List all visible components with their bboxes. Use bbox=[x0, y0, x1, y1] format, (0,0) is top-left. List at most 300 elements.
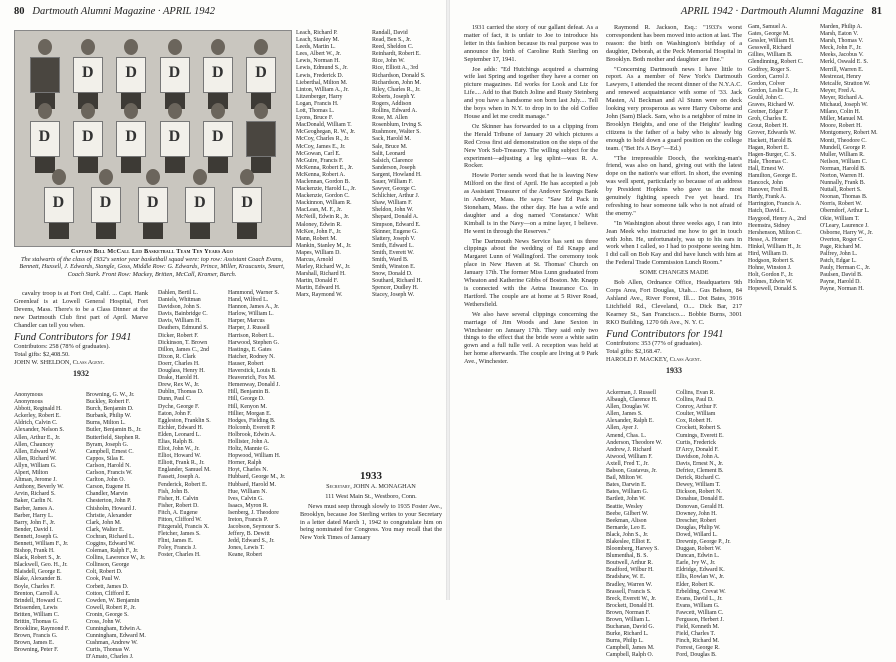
contributor-name: Byram, Joseph G. bbox=[86, 441, 129, 448]
contributor-name: Eggleston, Franklin S. bbox=[158, 417, 211, 424]
contributor-name: Corbett, James D. bbox=[86, 583, 129, 590]
contributor-name: Rice, John W. bbox=[372, 58, 405, 65]
right-header-title: APRIL 1942 · Dartmouth Alumni Magazine bbox=[680, 6, 864, 17]
contributor-name: Baker, Carlin N. bbox=[14, 498, 53, 505]
contributor-name: Ackerman, J. Russell bbox=[606, 390, 657, 396]
contributor-name: Carlson, Francis W. bbox=[86, 470, 133, 477]
contributor-name: Michaud, Joseph W. bbox=[820, 102, 868, 109]
contributor-name: Rosenblum, Irving S. bbox=[372, 122, 423, 129]
contributor-name: Montgomery, Robert M. bbox=[820, 130, 878, 137]
contributor-name: Allen, Douglas W. bbox=[606, 404, 650, 411]
contributor-name: Horner, Ralph bbox=[228, 460, 262, 467]
contributor-name: Drew, Rex W., Jr. bbox=[158, 382, 200, 389]
contributor-name: Keane, Robert bbox=[228, 552, 263, 559]
contributor-name: Hammond, Warner S. bbox=[228, 290, 280, 296]
contributor-name: Davidson, John A. bbox=[676, 453, 720, 460]
contributor-name: Cunningham, Edwin A. bbox=[86, 626, 142, 633]
contributor-name: Randall, David bbox=[372, 30, 408, 36]
contributor-name: Alpert, Milton bbox=[14, 470, 49, 477]
contributor-name: Conroy, Arthur F. bbox=[676, 404, 718, 411]
contributor-name: Bishop, Frank H. bbox=[14, 548, 55, 555]
news-paragraph: "Concerning Dartmouth news I have little to report. As a member of New York's Dartmouth Lawyers, I attended the recent dinner of the N.Y.A.C. and renewed acquaintance with some of '33. Jack Masten, Al Beckman and Al Stunn were on deck looking very prosperous as were Harry Osborne and John (Sam) Black. Sam, who is a neighbor of mine in Brooklyn Heights, and one of the Heights' leading citizens is the father of a baby who is already big enough to hold down a guard position on the college team. ("Bet It's A Boy"—Ed.) bbox=[606, 65, 742, 152]
contributor-name: D'Arcy, Donald F. bbox=[676, 446, 719, 453]
contributor-name: Anderson, Theodore W. bbox=[606, 439, 663, 446]
contributor-name: Lyons, Bruce F. bbox=[296, 115, 334, 122]
contributor-name: Hodges, Fielding B. bbox=[228, 417, 276, 424]
contributor-name: Hanover, Fred B. bbox=[748, 187, 789, 194]
contributor-name: Harper, J. Russell bbox=[228, 325, 270, 332]
contributor-name: Riley, Charles R., Jr. bbox=[372, 86, 421, 93]
contributor-name: Bradley, Warren W. bbox=[606, 581, 653, 588]
contributor-name: Dickson, Robert N. bbox=[676, 489, 722, 496]
contributor-name: Finch, Richard M. bbox=[676, 638, 720, 645]
contributor-name: Mapes, William D. bbox=[296, 249, 341, 256]
player-figure bbox=[232, 169, 262, 241]
contributor-name: Earle, Ivy W., Jr. bbox=[676, 560, 716, 567]
contributor-name: Hauser, Robert bbox=[228, 360, 264, 367]
contributor-name: Dewey, William T. bbox=[676, 482, 721, 489]
contributor-name: Chandler, Marvin bbox=[86, 491, 128, 498]
contributor-name: Bail, Milton W. bbox=[606, 475, 643, 482]
contributor-name: Blackwell, Geo. H., Jr. bbox=[14, 562, 68, 569]
contributor-name: Brissenden, Lewis bbox=[14, 604, 58, 611]
contributor-name: Smith, Edward L. bbox=[372, 242, 414, 249]
photo-middle-row bbox=[23, 103, 283, 175]
contributor-name: Aldrich, Calvin C. bbox=[14, 420, 58, 427]
contributor-name: D'Amato, Charles J. bbox=[86, 654, 134, 661]
class-1933-block bbox=[300, 470, 442, 544]
contributor-name: Haygood, Henry A., 2nd bbox=[748, 215, 806, 222]
contributor-name: Dickinson, T. Brown bbox=[158, 339, 208, 346]
contributor-name: Donahue, Donald E. bbox=[676, 496, 725, 503]
contributor-name: Leeds, Martin L. bbox=[296, 44, 336, 51]
left-names-column-d bbox=[228, 290, 298, 560]
contributor-name: Bender, David I. bbox=[14, 526, 54, 533]
contributor-name: Gordon, Leslie C., Jr. bbox=[748, 87, 799, 94]
right-names-column-d bbox=[820, 24, 890, 294]
news-paragraph: Raymond R. Jackson, Esq.: "1933's worst correspondent has been moved into action at last. The reason: the birth on Washington's birthday of a daughter, Deborah, at the Peck Memorial Hospital in Brooklyn. Both mother and daughter are fine." bbox=[606, 24, 742, 63]
contributor-name: Roberts, Joseph Y. bbox=[372, 93, 416, 100]
contributor-name: Hagan, Robert E. bbox=[748, 144, 789, 151]
player-figure bbox=[160, 103, 190, 175]
contributor-name: Richardson, Donald S. bbox=[372, 72, 426, 79]
player-figure bbox=[73, 103, 103, 175]
contributor-name: Carlson, Harold N. bbox=[86, 462, 131, 469]
contributor-name: Meck, John F., Jr. bbox=[820, 45, 862, 52]
contributor-name: Gam, Samuel A. bbox=[748, 24, 787, 30]
contributor-name: Merkl, Oswald E. S. bbox=[820, 59, 869, 66]
contributor-name: Martin, Donald F. bbox=[296, 278, 339, 285]
contributor-name: Lees, Albert W., Jr. bbox=[296, 51, 341, 58]
player-figure bbox=[44, 169, 74, 241]
right-names-column-c bbox=[748, 24, 816, 294]
contributor-name: Hohne, Winston J. bbox=[748, 265, 792, 272]
contributor-name: Monti, Theodore C. bbox=[820, 137, 867, 144]
contributor-name: Buckley, Robert F. bbox=[86, 399, 130, 406]
player-figure bbox=[246, 103, 276, 175]
contributor-name: Sawyer, George C. bbox=[372, 186, 417, 193]
contributor-name: Lewis, Norman H. bbox=[296, 58, 340, 65]
contributor-name: Hill, Benjamin B. bbox=[228, 389, 270, 396]
contributor-name: Shepard, Donald A. bbox=[372, 214, 419, 221]
contributor-name: Campbell, Ralph O. bbox=[606, 652, 654, 659]
contributor-name: Ireton, Francis P. bbox=[228, 517, 268, 523]
contributor-name: Salit, Leonard bbox=[372, 150, 406, 157]
contributor-name: Hatch, David L. bbox=[748, 208, 786, 215]
contributor-name: Neilson, William C. bbox=[820, 158, 868, 165]
contributor-name: Carlton, John O. bbox=[86, 477, 125, 484]
contributor-name: Brassell, Francis S. bbox=[606, 588, 652, 595]
contributor-name: Read, Ben S., Jr. bbox=[372, 37, 412, 44]
contributor-name: Blakeslee, Elliot E. bbox=[606, 538, 652, 545]
contributor-name: Fenderick, Robert E. bbox=[158, 481, 208, 488]
player-figure bbox=[246, 39, 276, 111]
contributor-name: Davis, Ernest N., Jr. bbox=[676, 460, 724, 467]
contributor-name: Marsh, Eaton V. bbox=[820, 31, 859, 38]
contributor-name: Overton, Roger C. bbox=[820, 236, 864, 243]
contributor-name: McKenna, Robert A. bbox=[296, 171, 346, 178]
contributor-name: Hackett, Harold B. bbox=[748, 137, 793, 144]
contributor-name: Nuttall, Robert S. bbox=[820, 187, 862, 194]
contributor-name: Holbrook, Edwin A. bbox=[228, 431, 276, 438]
contributor-name: Altman, Jerome J. bbox=[14, 477, 57, 484]
contributor-name: Hillier, Morgan E. bbox=[228, 410, 272, 417]
contributor-name: Fletcher, James S. bbox=[158, 531, 201, 538]
contributor-name: Breck, Everett W., Jr. bbox=[606, 595, 657, 602]
photo-front-row bbox=[35, 169, 271, 241]
class-1933-text: News must seep through slowly to 1935 Foster Ave., Brooklyn, because Joe Sterling writes to your Secretary in a letter dated March 1, 1942 to congratulate him on being nominated for Congress. You may recall that the New York Times of January bbox=[300, 502, 442, 542]
left-page bbox=[0, 0, 448, 661]
contributor-name: Cushman, Andrew W. bbox=[86, 640, 138, 647]
photo-top-row bbox=[23, 39, 283, 111]
changes-text: Bob Allen, Ordnance Office, Headquarters 9th Corps Area, Fort Douglas, Utah.... Gus Behson, 84 Ashland Ave., River Forest, Ill.... Dot Bates, 3916 Litchfield Rd., Cleveland, O.... Dick Bar, 217 Kearney St., San Francisco.... Bobbie Burns, 3001 RKO Building, 1270 6th Ave., N. Y. C. bbox=[606, 279, 742, 326]
contributor-name: Mackenzie, Gordon C. bbox=[296, 193, 350, 200]
contributor-name: Amend, Chas. L. bbox=[606, 432, 647, 439]
contributor-name: Bates, Darwin E. bbox=[606, 482, 647, 489]
contributor-name: Chisholm, Howard J. bbox=[86, 505, 137, 512]
contributor-name: Fisher, H. Calvin bbox=[158, 495, 199, 502]
contributor-name: Hopwood, William H. bbox=[228, 453, 281, 460]
contributor-name: Jedd, Edward S., Jr. bbox=[228, 538, 275, 545]
player-figure bbox=[185, 169, 215, 241]
contributor-name: Reed, Sheldon C. bbox=[372, 44, 414, 51]
right-names-column-b bbox=[676, 390, 744, 660]
contributor-name: Hue, William N. bbox=[228, 488, 267, 495]
contributor-name: Campbell, James M. bbox=[606, 645, 655, 652]
player-figure bbox=[30, 103, 60, 175]
contributor-name: Rollins, Edward A. bbox=[372, 108, 418, 115]
contributor-name: Noonan, Thomas B. bbox=[820, 194, 868, 201]
class-numeral: 1933 bbox=[360, 470, 382, 482]
contributor-name: Hill, Kenyon M. bbox=[228, 403, 267, 410]
contributor-name: Hill, George D. bbox=[228, 396, 265, 403]
contributor-name: Duncan, Edwin L. bbox=[676, 553, 720, 560]
contributor-name: Mackinnon, William R. bbox=[296, 200, 352, 207]
contributor-name: Jones, Lewis T. bbox=[228, 545, 265, 552]
contributor-name: Sack, Harold M. bbox=[372, 136, 411, 143]
contributor-name: Allen, Arthur E., Jr. bbox=[14, 434, 61, 441]
contributor-name: Rushmore, Walter S. bbox=[372, 129, 421, 136]
contributor-name: Cotton, Clifford E. bbox=[86, 590, 131, 597]
left-page-number: 80 bbox=[14, 6, 25, 17]
contributor-name: Beebe, Gilbert W. bbox=[606, 510, 649, 517]
player-figure bbox=[73, 39, 103, 111]
player-figure bbox=[116, 103, 146, 175]
contributor-name: Campbell, Ernest C. bbox=[86, 448, 134, 455]
contributor-name: Lott, Thomas L. bbox=[296, 108, 335, 115]
contributor-name: Bates, William G. bbox=[606, 489, 649, 496]
contributor-name: Ferguson, Herbert J. bbox=[676, 617, 724, 623]
contributor-name: Norris, Robert W. bbox=[820, 201, 862, 208]
contributor-name: Mankin, Stanley M., Jr. bbox=[296, 242, 352, 249]
contributor-name: Hale, Thomas C. bbox=[748, 158, 788, 165]
contributor-name: Hall, Ernest W. bbox=[748, 165, 784, 172]
contributor-name: McKenna, Robert E., Jr. bbox=[296, 164, 354, 171]
contributor-name: Eaton, John F. bbox=[158, 410, 192, 417]
contributor-name: Payne, Norman H. bbox=[820, 286, 864, 293]
news-paragraph: 1931 carried the story of our gallant defeat. As a matter of fact, it is unfair to Joe to introduce his letter in this fashion because its real purpose was to announce the birth of Caroline Ruth Sterling on September 17, 1941. bbox=[464, 24, 598, 63]
contributor-name: Isaacs, Myron R. bbox=[228, 502, 269, 509]
contributor-name: Miller, Manuel M. bbox=[820, 116, 864, 123]
right-fund-total: Total gifts: $2,168.47. bbox=[606, 348, 662, 356]
contributor-name: Chesterton, John P. bbox=[86, 498, 132, 505]
contributor-name: Fitch, A. Eugene bbox=[158, 509, 198, 516]
contributor-name: Davis, William H. bbox=[158, 318, 201, 325]
contributor-name: Allen, Chauncey bbox=[14, 441, 54, 448]
contributor-name: Crockett, Robert S. bbox=[676, 425, 722, 432]
changes-heading: SOME CHANGES MADE bbox=[639, 269, 709, 277]
contributor-name: Cumings, Everett E. bbox=[676, 432, 724, 439]
contributor-name: Hand, Wilfred L. bbox=[228, 297, 269, 304]
contributor-name: Drake, Harold H. bbox=[158, 375, 199, 382]
contributor-name: Hagen-Burger, C. S. bbox=[748, 151, 796, 158]
contributor-name: Drescher, Robert bbox=[676, 517, 717, 524]
contributor-name: Flint, James E. bbox=[158, 538, 194, 545]
contributor-name: Bartlett, John W. bbox=[606, 496, 646, 503]
contributor-name: Elder, Robert K. bbox=[676, 581, 715, 588]
contributor-name: McGowan, Carl E. bbox=[296, 150, 341, 157]
contributor-name: Mundell, George P. bbox=[820, 144, 866, 151]
contributor-name: Blaisdell, George E. bbox=[14, 569, 62, 576]
contributor-name: Brenton, Carroll A. bbox=[14, 590, 60, 597]
contributor-name: Martin, Edward H. bbox=[296, 285, 341, 292]
player-figure bbox=[91, 169, 121, 241]
contributor-name: Slattery, Joseph V. bbox=[372, 235, 416, 242]
contributor-name: Marshall, Richard H. bbox=[296, 271, 346, 278]
contributor-name: Sale, Bruce M. bbox=[372, 143, 408, 150]
contributor-name: MacDonald, William T. bbox=[296, 122, 352, 129]
contributor-name: Cox, Robert H. bbox=[676, 418, 712, 425]
contributor-name: Hubbard, Harold M. bbox=[228, 481, 277, 488]
contributor-name: Gates, George M. bbox=[748, 31, 790, 38]
contributor-name: Foster, Charles H. bbox=[158, 552, 201, 559]
left-fund-heading: Fund Contributors for 1941 bbox=[14, 331, 132, 343]
contributor-name: Gesswell, Richard bbox=[748, 45, 792, 52]
left-names-column-a bbox=[14, 392, 84, 654]
contributor-name: Shaw, William F. bbox=[372, 200, 413, 207]
contributor-name: Drewnip, George P., Jr. bbox=[676, 538, 731, 545]
contributor-name: Grover, Edwards W. bbox=[748, 130, 796, 137]
contributor-name: Gretner, Edgar F. bbox=[748, 109, 789, 116]
contributor-name: Donovan, Gerald H. bbox=[676, 503, 724, 510]
left-fund-year: 1932 bbox=[73, 369, 89, 379]
contributor-name: McGuire, Francis F. bbox=[296, 157, 344, 164]
contributor-name: Douglass, Henry H. bbox=[158, 368, 205, 375]
contributor-name: Harper, Marcus bbox=[228, 318, 265, 325]
news-paragraph: "The irrepressible Dooch, the working-man's friend, was also on hand, giving out with the latest dope on the nation's war effort. In short, the evening was well spent, particularly so because of an address by President Hopkins who gave us the most genuinely fighting speech I've yet heard. It's refreshing to hear someone talk who is not afraid of the enemy." bbox=[606, 154, 742, 217]
contributor-name: Rogers, Addison bbox=[372, 100, 412, 107]
contributor-name: Axtell, Fred T., Jr. bbox=[606, 460, 649, 467]
photo-caption bbox=[14, 248, 290, 278]
contributor-name: Barber, James A. bbox=[14, 505, 55, 512]
contributor-name: McNeill, Edwin R., Jr. bbox=[296, 214, 350, 221]
contributor-name: Smith, Winston E. bbox=[372, 264, 416, 271]
contributor-name: Holt, Gordon F., Jr. bbox=[748, 272, 794, 279]
contributor-name: Graves, Richard W. bbox=[748, 102, 795, 109]
right-fund-heading: Fund Contributors for 1941 bbox=[606, 328, 724, 340]
player-figure bbox=[116, 39, 146, 111]
contributor-name: Muller, William R. bbox=[820, 151, 865, 158]
contributor-name: Gould, John C. bbox=[748, 94, 784, 101]
contributor-name: Meeks, Jacobus V. bbox=[820, 52, 864, 59]
contributor-name: Coleman, Ralph F., Jr. bbox=[86, 548, 139, 555]
contributor-name: Evans, William G. bbox=[676, 602, 720, 609]
contributor-name: Hubbard, George M., Jr. bbox=[228, 474, 286, 481]
contributor-name: Allen, Ayer J. bbox=[606, 425, 639, 432]
contributor-name: Cook, Paul W. bbox=[86, 576, 121, 583]
contributor-name: Brown, James E. bbox=[14, 640, 54, 647]
contributor-name: Harrison, Robert L. bbox=[228, 332, 275, 339]
contributor-name: Elliot, Howard W. bbox=[158, 453, 201, 460]
contributor-name: Bernarde, Leo E. bbox=[606, 524, 647, 531]
contributor-name: Browning, G. W., Jr. bbox=[86, 392, 135, 398]
contributor-name: Burch, Benjamin D. bbox=[86, 406, 134, 413]
contributor-name: Elias, Ralph B. bbox=[158, 438, 194, 445]
contributor-name: O'Leary, Laurence J. bbox=[820, 222, 869, 229]
contributor-name: Mestrezat, Henry bbox=[820, 73, 861, 80]
photo-caption-body: The stalwarts of the class of 1932's senior year basketball squad were: top row: Assistant Coach Evans, Bennett, Huxsell, J. Edwards, Stangle, Goss, Middle Row: G. Edwards, Prince, Miller, Kraucunis, Smart, Coach Stark. Front Row: Mackey, Britten, McCall, Kramer, Burch. bbox=[19, 255, 285, 278]
contributor-name: Fitzgerald, Francis X. bbox=[158, 524, 210, 531]
contributor-name: Dunn, Paul C. bbox=[158, 396, 192, 403]
player-figure bbox=[203, 39, 233, 111]
contributor-name: Arvin, Richard S. bbox=[14, 491, 56, 498]
contributor-name: Foley, Francis J. bbox=[158, 545, 197, 552]
contributor-name: Atwood, William F. bbox=[606, 453, 653, 460]
contributor-name: Richardson, John M. bbox=[372, 79, 422, 86]
right-fund-contributors: Contributors: 353 (77% of graduates). bbox=[606, 340, 703, 348]
contributor-name: Butler, Benjamin B., Jr. bbox=[86, 427, 142, 434]
player-figure bbox=[203, 103, 233, 175]
contributor-name: Lewis, Edmund S., Jr. bbox=[296, 65, 348, 72]
contributor-name: Blumenthal, B. S. bbox=[606, 553, 649, 560]
contributor-name: Reinhardt, Robert E. bbox=[372, 51, 421, 58]
contributor-name: Marx, Raymond W. bbox=[296, 292, 343, 299]
contributor-name: Haverstick, Louis B. bbox=[228, 368, 277, 375]
contributor-name: Oberndorf, Arthur L. bbox=[820, 208, 870, 215]
contributor-name: Doerr, Charles H. bbox=[158, 360, 200, 367]
contributor-name: Defriez, Clement B. bbox=[676, 468, 724, 475]
contributor-name: Cowell, Robert P., Jr. bbox=[86, 604, 136, 611]
contributor-name: Allen, James S. bbox=[606, 411, 643, 418]
contributor-name: Duggan, Robert W. bbox=[676, 546, 722, 553]
contributor-name: Ives, Calvin G. bbox=[228, 495, 264, 502]
photo-caption-title: Captain Bill McCall Led Basketball Team Ten Years Ago bbox=[70, 248, 234, 255]
contributor-name: Jacobson, Seymour S. bbox=[228, 524, 281, 531]
contributor-name: Osborne, Harry W., Jr. bbox=[820, 229, 873, 236]
contributor-name: Anonymous bbox=[14, 399, 43, 406]
contributor-name: Spencer, Dudley H. bbox=[372, 285, 419, 292]
news-paragraph: Howie Porter sends word that he is leaving New Milford on the first of April. He has accepted a job as Assistant Treasurer of the Andover Savings Bank in Andover, Mass. He says: "Saw Ed Pack in Stoneham, Mass. the other day. He has a wife and daughter and a dog named 'Constance.' Whit Kimball is in the Navy—on a mine layer, I believe. He went in through the Reserves." bbox=[464, 172, 598, 235]
contributor-name: Mackenzie, Harold L., Jr. bbox=[296, 186, 357, 193]
right-page bbox=[448, 0, 896, 659]
contributor-name: Douglas, Philip W. bbox=[676, 524, 721, 531]
contributor-name: Eliot, John W., Jr. bbox=[158, 446, 200, 453]
contributor-name: Hamilton, George E. bbox=[748, 172, 797, 179]
contributor-name: Hancock, John bbox=[748, 180, 784, 187]
contributor-name: Dillon, James C., 2nd bbox=[158, 346, 210, 353]
contributor-name: Salsich, Clarence bbox=[372, 157, 413, 164]
contributor-name: Southard, Richard H. bbox=[372, 278, 423, 285]
contributor-name: Dixon, R. Clark bbox=[158, 353, 196, 360]
contributor-name: Cronin, George S. bbox=[86, 611, 129, 618]
contributor-name: Maloney, Edwin R. bbox=[296, 221, 342, 228]
contributor-name: Boutwell, Arthur R. bbox=[606, 560, 653, 567]
contributor-name: Heavenrich, Fox M. bbox=[228, 375, 276, 382]
contributor-name: Anonymous bbox=[14, 392, 43, 398]
news-paragraph: We also have several clippings concerning the marriage of Jim Woods and Jane Sexton in Winchester on January 17th. They said only two things to the effect that the bride wore a white satin gown and a full tulle veil. A reception was held at her home afterwards. The couple are living at 9 Park Ave., Winchester. bbox=[464, 310, 598, 366]
contributor-name: Curtis, Thomas W. bbox=[86, 647, 131, 654]
contributor-name: Fassett, Joseph A. bbox=[158, 474, 201, 481]
contributor-name: Hinkel, William H., Jr. bbox=[748, 243, 802, 250]
contributor-name: Gessler, William H. bbox=[748, 38, 795, 45]
contributor-name: Page, Richard M. bbox=[820, 243, 862, 250]
contributor-name: Fitton, Clifford W. bbox=[158, 517, 202, 523]
contributor-name: Alexander, Ralph E. bbox=[606, 418, 654, 425]
contributor-name: Merrill, Warren E. bbox=[820, 66, 864, 73]
left-names-column-e bbox=[296, 30, 370, 300]
contributor-name: Anthony, Beverly W. bbox=[14, 484, 64, 491]
contributor-name: MacLean, M. F., Jr. bbox=[296, 207, 342, 214]
contributor-name: Smith, Ward B. bbox=[372, 257, 409, 263]
left-fund-contributors: Contributors: 258 (78% of graduates). bbox=[14, 343, 111, 351]
contributor-name: Bloomberg, Harvey S. bbox=[606, 546, 659, 553]
contributor-name: McCoy, Charles R., Jr. bbox=[296, 136, 350, 143]
contributor-name: Allyn, William G. bbox=[14, 462, 57, 469]
contributor-name: Brown, William L. bbox=[606, 617, 651, 623]
contributor-name: Rose, M. Allen bbox=[372, 115, 408, 122]
contributor-name: Hershenson, Milton C. bbox=[748, 229, 802, 236]
right-fund-agent: HAROLD F. MACKEY, Class Agent. bbox=[606, 356, 702, 364]
contributor-name: Linton, William A., Jr. bbox=[296, 86, 349, 93]
right-text-column-1 bbox=[464, 24, 598, 368]
contributor-name: Glendinning, Robert C. bbox=[748, 59, 804, 66]
contributor-name: Ackerley, Robert E. bbox=[14, 413, 61, 420]
contributor-name: Jeffery, B. Dewitt bbox=[228, 531, 270, 538]
contributor-name: Derick, Richard C. bbox=[676, 475, 721, 482]
left-fund-agent: JOHN W. SHELDON, Class Agent. bbox=[14, 359, 105, 367]
contributor-name: Gillies, William B. bbox=[748, 52, 793, 59]
contributor-name: Ellis, Rowlan W., Jr. bbox=[676, 574, 725, 581]
contributor-name: Smith, Everett W. bbox=[372, 249, 414, 256]
contributor-name: Babson, Gustavus, Jr. bbox=[606, 468, 657, 475]
contributor-name: Field, Kenneth M. bbox=[676, 624, 720, 631]
contributor-name: Litzenberger, Harry bbox=[296, 93, 343, 100]
contributor-name: Englander, Samuel M. bbox=[158, 467, 211, 474]
contributor-name: Harlow, William L. bbox=[228, 311, 274, 318]
contributor-name: Collins, Evan R. bbox=[676, 390, 715, 396]
contributor-name: Brown, Francis G. bbox=[14, 633, 58, 640]
contributor-name: Norman, Harold B. bbox=[820, 165, 866, 172]
